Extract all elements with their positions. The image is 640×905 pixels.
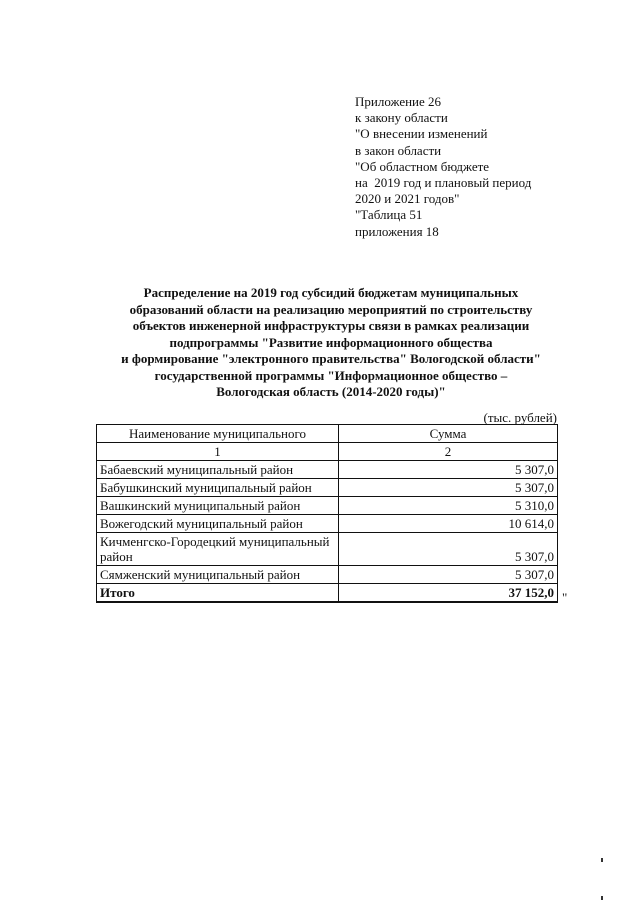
column-number: 2	[339, 443, 558, 461]
subsidy-sum: 5 307,0	[339, 461, 558, 479]
table-row	[97, 461, 558, 479]
title-line: государственной программы "Информационное общество –	[154, 367, 508, 383]
title-line: образований области на реализацию мероприятий по строительству	[129, 301, 533, 317]
table-row	[97, 533, 558, 566]
total-label: Итого	[97, 584, 339, 603]
table-row	[97, 515, 558, 533]
subsidy-sum: 5 310,0	[339, 497, 558, 515]
title-line: Вологодская область (2014-2020 годы)"	[216, 384, 446, 399]
subsidy-sum: 5 307,0	[339, 533, 558, 566]
document-title	[96, 285, 566, 401]
scan-speck	[601, 896, 603, 900]
column-header-name: Наименование муниципального	[97, 425, 339, 443]
column-number-row	[97, 443, 558, 461]
subsidy-sum: 5 307,0	[339, 566, 558, 584]
header-line: к закону области	[355, 110, 448, 126]
column-number: 1	[97, 443, 339, 461]
table-row	[97, 479, 558, 497]
table-row	[97, 497, 558, 515]
title-line: подпрограммы "Развитие информационного общества	[169, 334, 493, 350]
column-header-sum: Сумма	[339, 425, 558, 443]
municipality-name: Вожегодский муниципальный район	[97, 515, 339, 533]
header-line: в закон области	[355, 142, 442, 158]
header-line: "Об областном бюджете	[355, 158, 490, 174]
subsidy-sum: 10 614,0	[339, 515, 558, 533]
table-header-row	[97, 425, 558, 443]
header-line: 2020 и 2021 годов"	[355, 191, 460, 207]
municipality-name: Бабаевский муниципальный район	[97, 461, 339, 479]
municipality-name: Кичменгско-Городецкий муниципальный район	[97, 533, 339, 566]
table-row	[97, 566, 558, 584]
municipality-name: Сямженский муниципальный район	[97, 566, 339, 584]
scan-speck	[601, 858, 603, 862]
header-line: на 2019 год и плановый период	[355, 175, 532, 191]
header-line: Приложение 26	[355, 94, 442, 109]
header-line: приложения 18	[355, 223, 439, 239]
title-line: Распределение на 2019 год субсидий бюджетам муниципальных	[143, 285, 519, 300]
subsidy-table	[96, 424, 558, 603]
appendix-header	[355, 94, 531, 240]
title-line: объектов инженерной инфраструктуры связи в рамках реализации	[132, 318, 530, 333]
total-row	[97, 584, 558, 603]
title-line: и формирование "электронного правительства" Вологодской области"	[121, 351, 541, 366]
municipality-name: Бабушкинский муниципальный район	[97, 479, 339, 497]
closing-quote: "	[562, 590, 568, 605]
header-line: "Таблица 51	[355, 207, 423, 223]
municipality-name: Вашкинский муниципальный район	[97, 497, 339, 515]
total-sum: 37 152,0	[339, 584, 558, 603]
subsidy-sum: 5 307,0	[339, 479, 558, 497]
units-label: (тыс. рублей)	[483, 410, 557, 425]
header-line: "О внесении изменений	[355, 126, 488, 142]
